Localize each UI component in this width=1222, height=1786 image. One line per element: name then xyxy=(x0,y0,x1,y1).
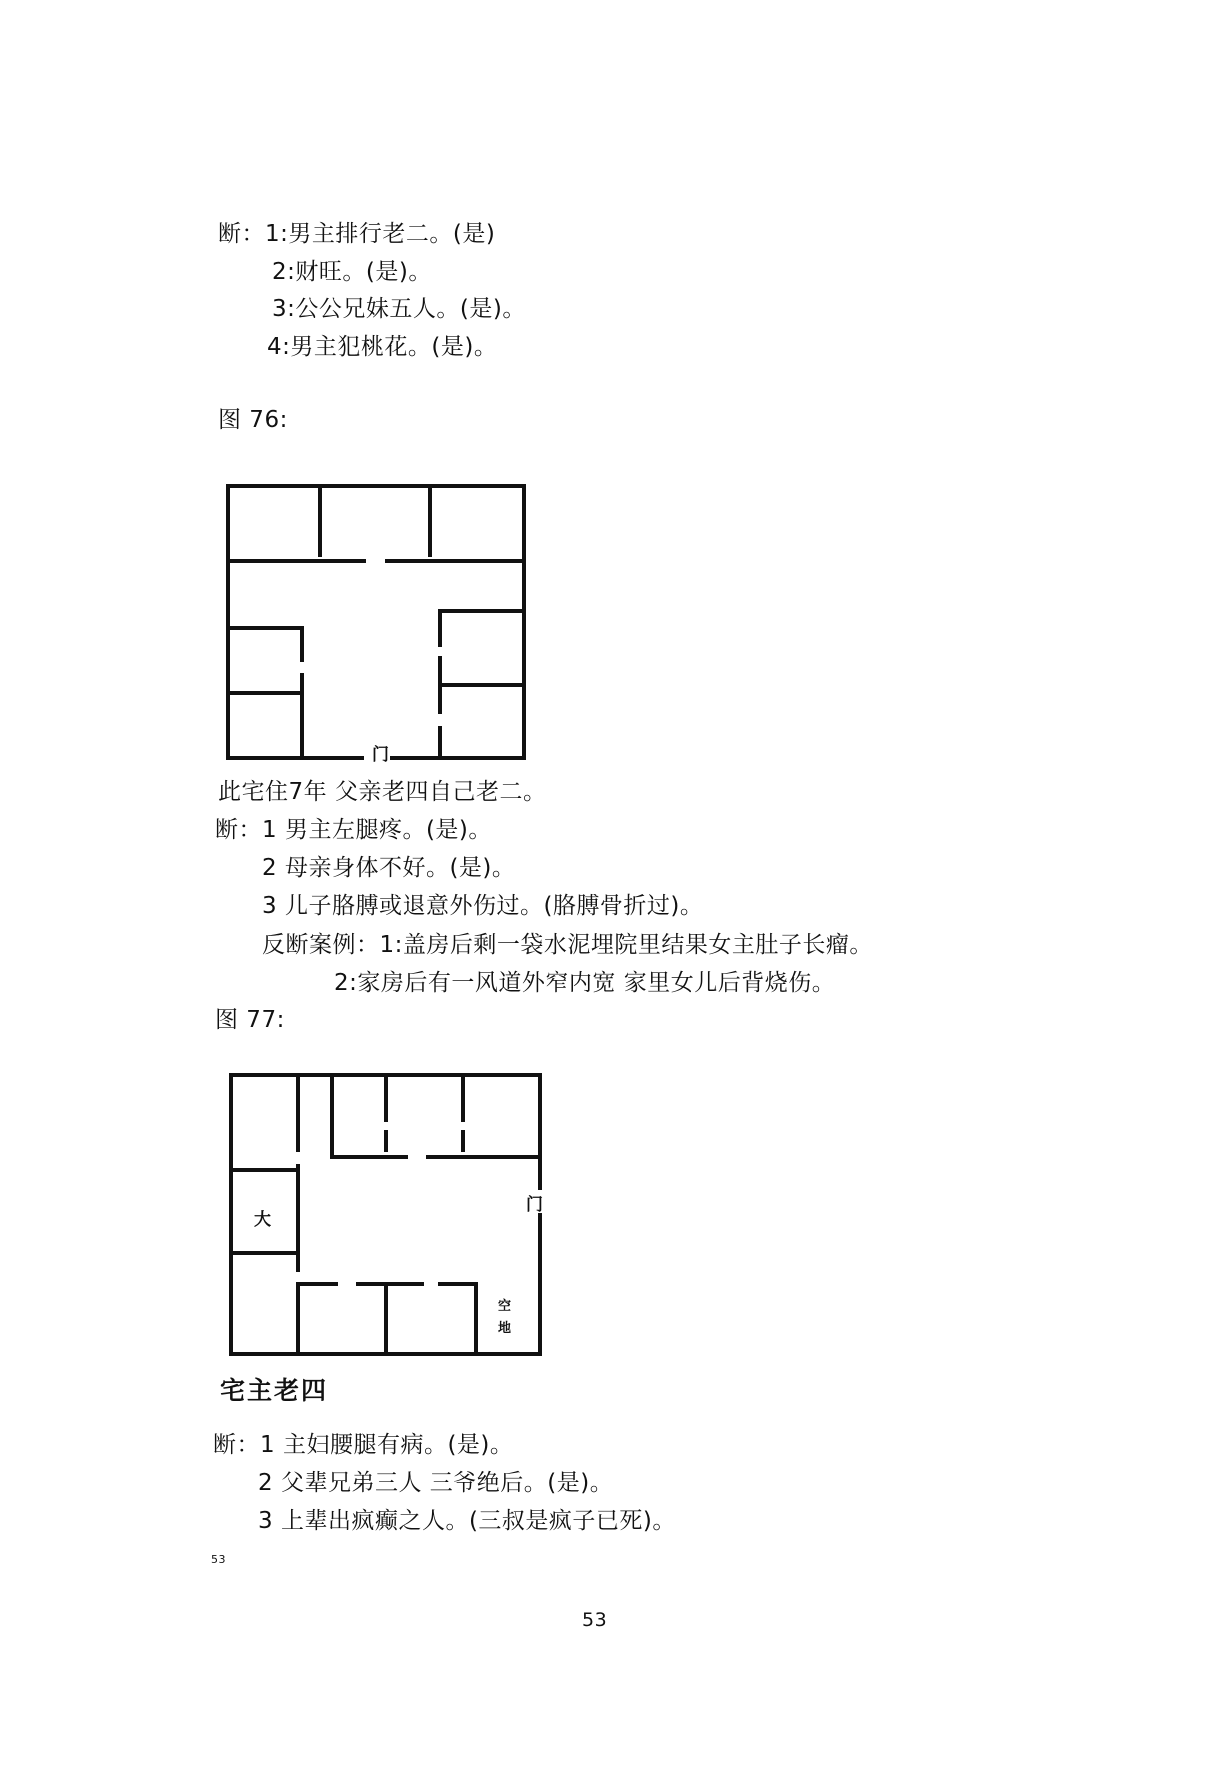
figure-77-judgement-3: 3 上辈出疯癫之人。(三叔是疯子已死)。 xyxy=(258,1508,676,1534)
figure-76-label: 图 76: xyxy=(218,407,288,433)
mark-large-77: 大 xyxy=(254,1210,271,1230)
floor-plan-77 xyxy=(226,1070,544,1360)
figure-76-judgement-3: 3 儿子胳膊或退意外伤过。(胳膊骨折过)。 xyxy=(262,893,704,919)
judgement-line-4: 4:男主犯桃花。(是)。 xyxy=(267,334,498,360)
door-label-76: 门 xyxy=(372,745,389,765)
figure-76-judgement-1: 断：1 男主左腿疼。(是)。 xyxy=(215,817,492,843)
figure-76-description: 此宅住7年 父亲老四自己老二。 xyxy=(218,779,547,805)
judgement-line-2: 2:财旺。(是)。 xyxy=(272,259,432,285)
floor-plan-76 xyxy=(222,480,528,765)
figure-76-judgement-2: 2 母亲身体不好。(是)。 xyxy=(262,855,516,881)
judgement-line-1: 断：1:男主排行老二。(是) xyxy=(218,221,496,247)
figure-77-label: 图 77: xyxy=(215,1007,285,1033)
page-number: 53 xyxy=(582,1609,608,1631)
mark-empty-77: 空 xyxy=(498,1299,512,1314)
figure-77-judgement-1: 断：1 主妇腰腿有病。(是)。 xyxy=(213,1432,514,1458)
small-page-mark: 53 xyxy=(211,1553,226,1566)
figure-77-caption: 宅主老四 xyxy=(220,1376,329,1405)
mark-ground-77: 地 xyxy=(498,1321,512,1336)
door-label-77: 门 xyxy=(526,1195,543,1215)
figure-77-judgement-2: 2 父辈兄弟三人 三爷绝后。(是)。 xyxy=(258,1470,614,1496)
figure-76-counter-case-1: 反断案例：1:盖房后剩一袋水泥埋院里结果女主肚子长瘤。 xyxy=(262,932,873,958)
figure-76-counter-case-2: 2:家房后有一风道外窄内宽 家里女儿后背烧伤。 xyxy=(334,970,836,996)
judgement-line-3: 3:公公兄妹五人。(是)。 xyxy=(272,296,526,322)
